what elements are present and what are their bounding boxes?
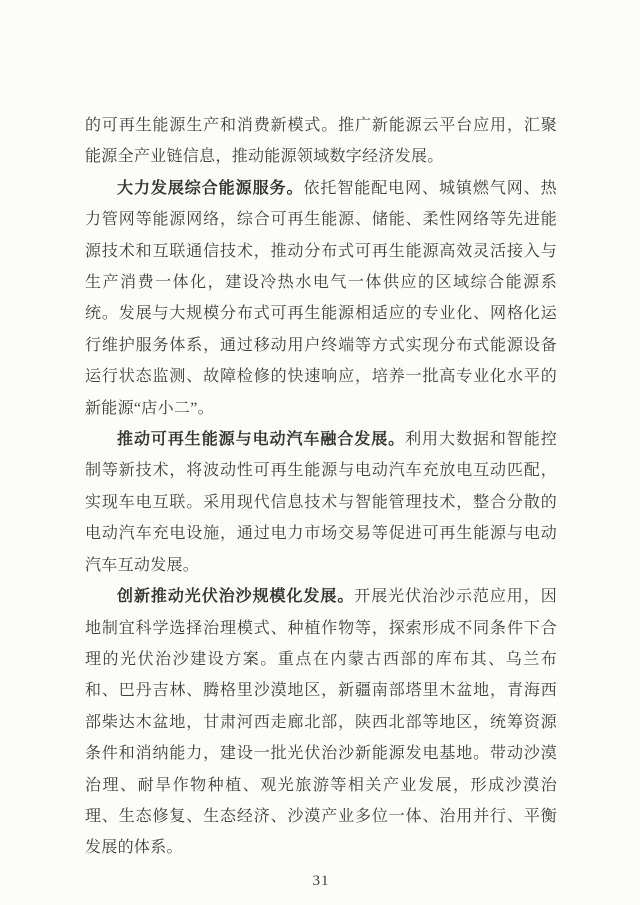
paragraph-text: 依托智能配电网、城镇燃气网、热力管网等能源网络，综合可再生能源、储能、柔性网络等先进能源技术和互联通信技术，推动分布式可再生能源高效灵活接入与生产消费一体化，建设冷热水电气一体供应的区域综合能源系统。发展与大规模分布式可再生能源相适应的专业化、网格化运行维护服务体系，通过移动用户终端等方式实现分布式能源设备运行状态监测、故障检修的快速响应，培养一批高专业化水平的新能源“店小二”。 [85, 179, 557, 417]
paragraph-lead-bold: 大力发展综合能源服务。 [117, 179, 304, 197]
page-body [85, 110, 557, 897]
paragraph-pv-desert-control [85, 581, 557, 864]
paragraph-lead-bold: 创新推动光伏治沙规模化发展。 [117, 588, 355, 606]
page-number: 31 [312, 872, 330, 889]
paragraph-lead-bold: 推动可再生能源与电动汽车融合发展。 [117, 431, 406, 449]
paragraph-text: 开展光伏治沙示范应用，因地制宜科学选择治理模式、种植作物等，探索形成不同条件下合理的光伏治沙建设方案。重点在内蒙古西部的库布其、乌兰布和、巴丹吉林、腾格里沙漠地区，新疆南部塔里木盆地，青海西部柴达木盆地，甘肃河西走廊北部，陕西北部等地区，统筹资源条件和消纳能力，建设一批光伏治沙新能源发电基地。带动沙漠治理、耐旱作物种植、观光旅游等相关产业发展，形成沙漠治理、生态修复、生态经济、沙漠产业多位一体、治用并行、平衡发展的体系。 [85, 588, 557, 857]
paragraph-text: 的可再生能源生产和消费新模式。推广新能源云平台应用，汇聚能源全产业链信息，推动能源领域数字经济发展。 [85, 117, 557, 166]
paragraph-integrated-energy-services [85, 173, 557, 424]
paragraph-renewables-ev-integration [85, 424, 557, 581]
paragraph-text: 利用大数据和智能控制等新技术，将波动性可再生能源与电动汽车充放电互动匹配，实现车电互联。采用现代信息技术与智能管理技术，整合分散的电动汽车充电设施，通过电力市场交易等促进可再生能源与电动汽车互动发展。 [85, 431, 557, 574]
paragraph-continuation [85, 110, 557, 173]
